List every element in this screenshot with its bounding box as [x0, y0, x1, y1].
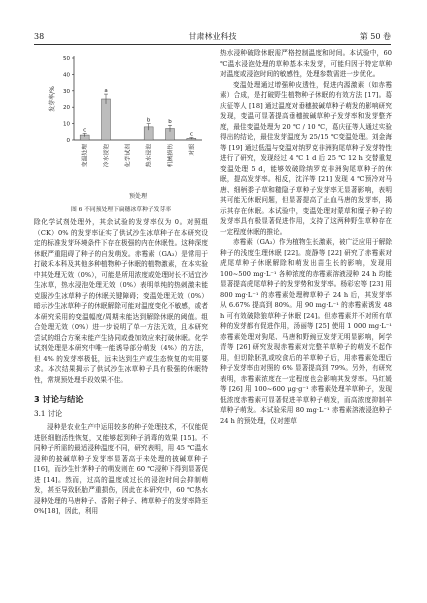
x-tick-label: 化学试剂	[125, 144, 132, 168]
page-header	[34, 30, 391, 45]
page-number: 38	[34, 32, 45, 41]
x-axis-label: 预处理	[128, 193, 148, 200]
subsection-heading: 3.1 讨论	[34, 409, 63, 418]
significance-letter: b	[168, 119, 172, 126]
figure-caption: 图 6 不同预处理下扁穗冰草种子发芽率	[70, 207, 172, 213]
y-tick-label: 50	[63, 56, 70, 62]
journal-title: 甘肃林业科技	[188, 32, 237, 41]
body-paragraph-discussion: 浸种是农业生产中运用较多的种子处理技术，不仅能促进胚细胞活性恢复，又能够起到种子消毒的效果 [15]。不同种子所需的最适浸种温度不同，研究表明，用 45 ℃温水浸种的披碱草种子发芽率显著高于未处理的披碱草种子 [16]，而沙生针茅种子的萌发则在 60 ℃浸种下得到显著促进 [14]。然而，过高的温度或过长的浸泡时间会抑制萌发，甚至导致胚胎严重损伤，因此在本研究中，60 ℃热水浸种处理的马唐种子、香附子种子、稗草种子的发芽率降至 0%[18]，因此，利用	[34, 423, 208, 515]
x-tick-label: 对照	[189, 144, 196, 156]
y-tick-label: 10	[63, 121, 70, 128]
significance-letter: b	[146, 117, 151, 124]
y-tick-label: 30	[63, 88, 70, 95]
bar	[102, 99, 111, 140]
section-heading: 3 讨论与结论	[34, 394, 84, 404]
right-column	[220, 48, 392, 426]
body-paragraph-right-2: 变温处理通过增强种皮透性，促进内源激素（如赤霉素）合成，是打破野生植物种子休眠的有效方法 [17]。葛庆征等人 [18] 通过温度对垂穗披碱草种子萌发的影响研究发现，变温可显著提高垂穗披碱草种子发芽率和发芽整齐度，最佳变温处理为 20 ℃ / 10 ℃，葛庆征等人通过实验得出的结论，最佳发芽温度为 25/15 ℃变温处理。刘金海等 [19] 通过低温与变温对纳罗克非洲狗尾草种子发芽特性进行了研究，发现经过 4 ℃ 1 d 后 25 ℃ 12 h 交替重复变温处理 5 d，能够效破除纳罗克非洲狗尾草种子的休眠，提高发芽率。相反，沈洋等 [21] 发现 4 ℃预冷对马唐、细柄黍子草和糙隐子草种子发芽率无显著影响，表明其可能无休眠问题，但显著提高了止血马唐的发芽率，揭示其存在休眠。本试验中，变温处理对蒙草和糜子种子的发芽率具有极显著促进作用，支持了这两种野生草种存在一定程度休眠的推论。	[220, 80, 392, 236]
x-tick-label: 热水浸泡	[146, 144, 153, 168]
x-tick-label: 机械损伤	[168, 144, 174, 168]
volume-label: 第 50 卷	[359, 32, 391, 41]
y-tick-label: 20	[63, 105, 70, 112]
significance-letter: c	[83, 127, 87, 134]
left-column	[34, 48, 208, 517]
body-paragraph-results: 除化学试剂处理外，其余试验的发芽率仅为 0。对照组（CK）0% 的发芽率证实了供试沙生冰草种子在本研究设定的标准发芽环境条件下存在极强的内在休眠性。这种深度休眠严重阻碍了种子的自发萌发。赤霉素（GA₃）是常用于打破禾本科及其他多种植物种子休眠的植物激素，在本实验中其处理无效（0%），可能是所用浓度或处理时长不适宜沙生冰草，热水浸泡处理无效（0%）表明单纯的热刺激未能克服沙生冰草种子的休眠关键障碍；变温处理无效（0%）暗示沙生冰草种子的休眠解除可能对温度变化不敏感，或者本研究采用的变温幅度/周期未能达到解除休眠的阈值。组合处理无效（0%）进一步说明了单一方法无效，且本研究尝试的组合方案未能产生协同或叠加效应来打破休眠。化学试剂处理是本研究中唯一能诱导部分萌发（4%）的方法，但 4% 的发芽率极低，远未达到生产或生态恢复的实用要求。本次结果揭示了供试沙生冰草种子具有极强的休眠特性，常规预处理手段效果不佳。	[34, 218, 208, 384]
body-paragraph-right-3: 赤霉素（GA₃）作为植物生长激素，被广泛应用于解除种子的浅度生理休眠 [22]。庞静等 [22] 研究了赤霉素对虎尾草种子休眠解除和萌发出苗生长的影响，发现用 100~500 mg·L⁻¹ 各种浓度的赤霉素溶液浸种 24 h 均能显著提高虎尾草种子的发芽势和发芽率。杨彩宏等 [23] 用 800 mg·L⁻¹ 的赤霉素处理稗草种子 24 h 后，其发芽率从 6.67% 提高到 80%。用 90 mg·L⁻¹ 的赤霉素诱发 48 h 可有效破除狼草种子休眠 [24]。但赤霉素并不对所有草种的发芽都有促进作用，汤丽等 [25] 使用 1 000 mg·L⁻¹ 赤霉素处理对狗尾、马唐和野豌豆发芽无明显影响，阿学青等 [26] 研究发现赤霉素对完整羊草种子的萌发不起作用，但切除胚乳或咬食后的羊草种子后，用赤霉素处理后种子发芽率由对照的 6% 显著提高到 79%。另外，有研究表明，赤霉素浓度在一定程度也会影响其发芽率。马红媛等 [26] 用 100~600 μg·g⁻¹ 赤霉素处理羊草种子，发现低浓度赤霉素可显著促进羊草种子萌发，而高浓度抑制羊草种子萌发。本试验采用 80 mg·L⁻¹ 赤霉素溶液浸泡种子 24 h 的预处理，仅对莲草	[220, 238, 392, 425]
y-tick-label: 0	[66, 138, 70, 144]
bar-chart	[34, 48, 208, 202]
significance-letter: a	[104, 88, 108, 95]
y-tick-label: 40	[63, 72, 70, 79]
x-tick-label: 冷水浸泡	[104, 144, 110, 168]
significance-letter: c	[189, 131, 193, 138]
x-tick-label: 变温处理	[82, 144, 89, 168]
y-axis-label: 发芽率/%	[49, 86, 56, 112]
figure-6	[34, 48, 208, 202]
body-paragraph-right-1: 热水浸种破除休眠需严格控制温度和时间。本试验中，60 ℃温水浸泡处理的草种基本未发芽，可能归因于特定草种对温度或浸泡时间的敏感性，处理参数需进一步优化。	[220, 49, 392, 78]
